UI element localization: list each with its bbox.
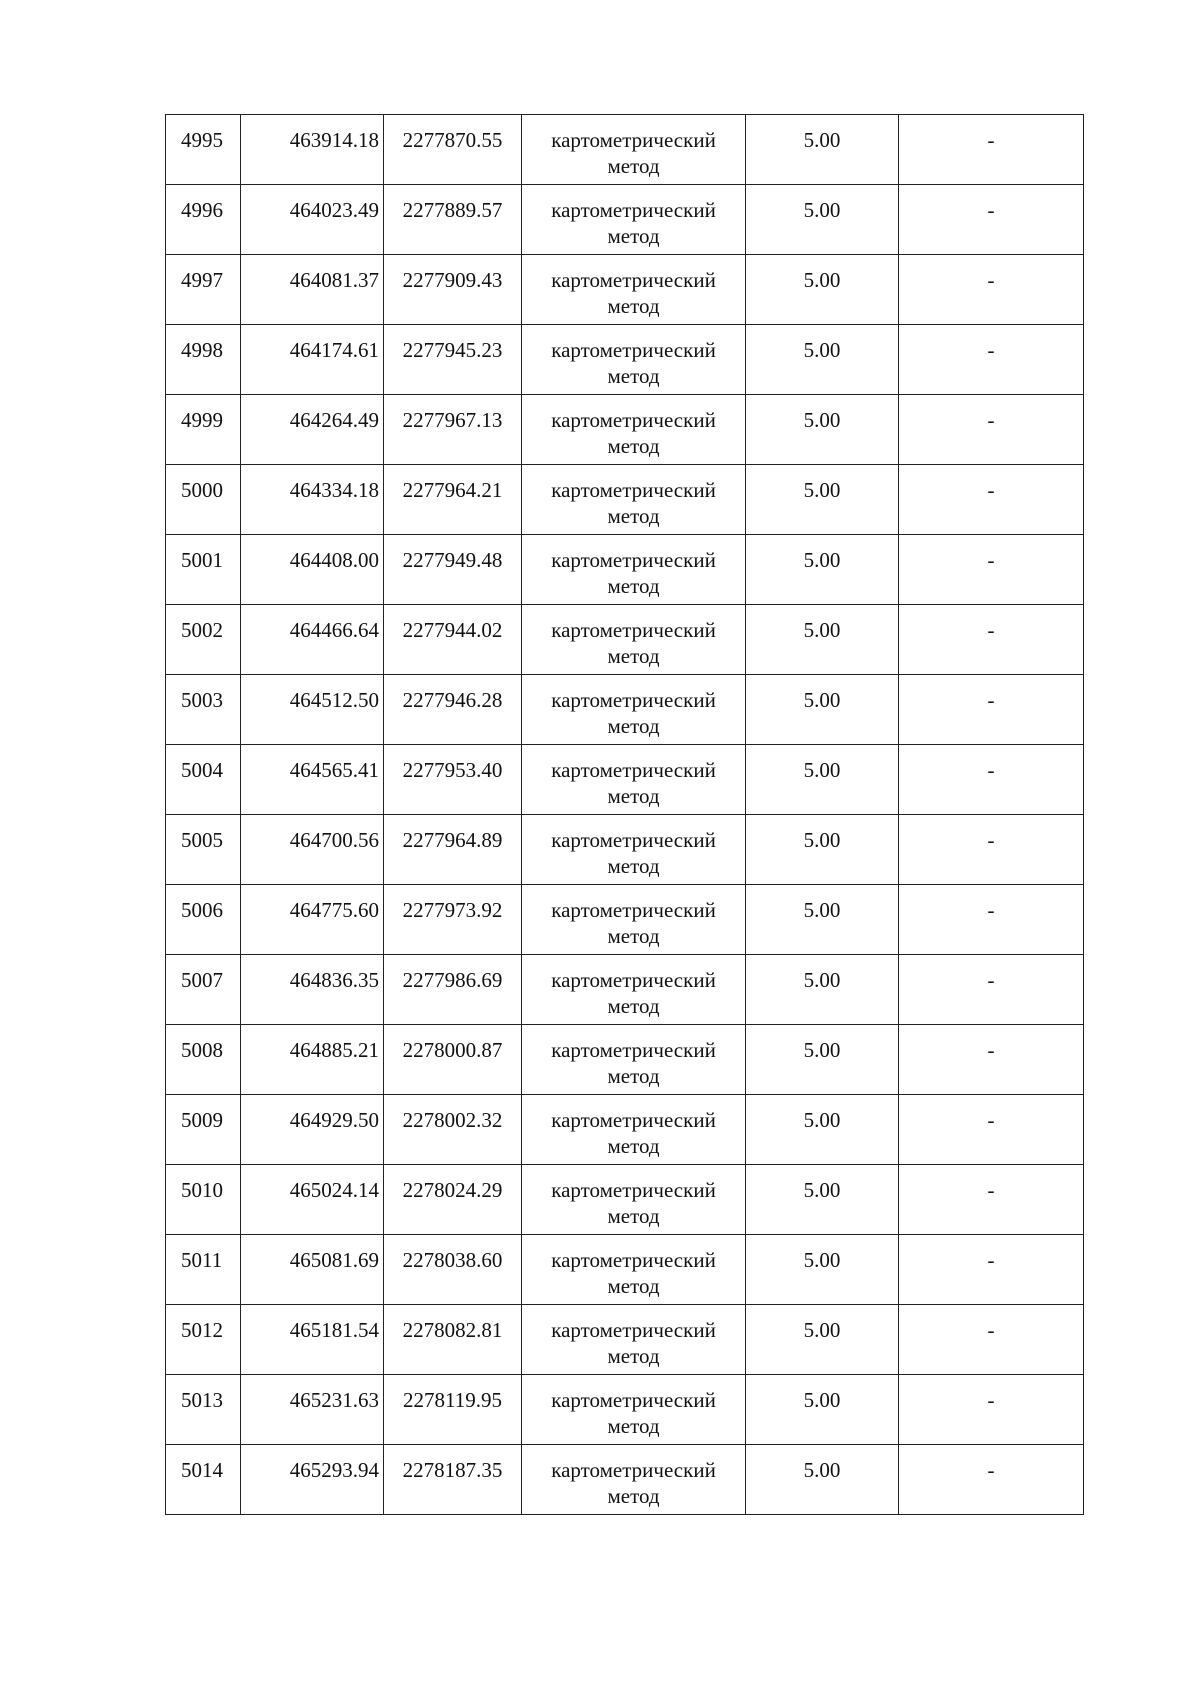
x-coordinate-cell: 464174.61: [241, 325, 384, 395]
method-cell: [522, 255, 746, 325]
accuracy-cell: 5.00: [746, 745, 899, 815]
y-coordinate-cell: 2277870.55: [384, 115, 522, 185]
method-line-2: метод: [607, 854, 660, 878]
y-coordinate-cell: 2277889.57: [384, 185, 522, 255]
note-cell: -: [899, 885, 1084, 955]
note-cell: -: [899, 1305, 1084, 1375]
point-number-cell: 4995: [166, 115, 241, 185]
point-number-cell: 5003: [166, 675, 241, 745]
method-line-1: картометрический: [551, 408, 716, 432]
note-cell: -: [899, 955, 1084, 1025]
y-coordinate-cell: 2277986.69: [384, 955, 522, 1025]
y-coordinate-cell: 2277973.92: [384, 885, 522, 955]
table-row: [166, 1305, 1084, 1375]
method-line-1: картометрический: [551, 338, 716, 362]
y-coordinate-cell: 2277967.13: [384, 395, 522, 465]
method-cell: [522, 1235, 746, 1305]
note-cell: -: [899, 185, 1084, 255]
note-cell: -: [899, 395, 1084, 465]
accuracy-cell: 5.00: [746, 1095, 899, 1165]
method-cell: [522, 955, 746, 1025]
accuracy-cell: 5.00: [746, 185, 899, 255]
method-cell: [522, 885, 746, 955]
accuracy-cell: 5.00: [746, 1165, 899, 1235]
method-line-2: метод: [607, 1134, 660, 1158]
table-row: [166, 815, 1084, 885]
method-line-1: картометрический: [551, 198, 716, 222]
note-cell: -: [899, 815, 1084, 885]
accuracy-cell: 5.00: [746, 675, 899, 745]
accuracy-cell: 5.00: [746, 1305, 899, 1375]
x-coordinate-cell: 464466.64: [241, 605, 384, 675]
note-cell: -: [899, 1025, 1084, 1095]
x-coordinate-cell: 464929.50: [241, 1095, 384, 1165]
method-line-2: метод: [607, 1274, 660, 1298]
note-cell: -: [899, 1375, 1084, 1445]
table-row: [166, 115, 1084, 185]
x-coordinate-cell: 465024.14: [241, 1165, 384, 1235]
point-number-cell: 5014: [166, 1445, 241, 1515]
y-coordinate-cell: 2277946.28: [384, 675, 522, 745]
point-number-cell: 4996: [166, 185, 241, 255]
method-cell: [522, 745, 746, 815]
method-line-1: картометрический: [551, 968, 716, 992]
y-coordinate-cell: 2278187.35: [384, 1445, 522, 1515]
point-number-cell: 5005: [166, 815, 241, 885]
method-line-1: картометрический: [551, 1038, 716, 1062]
x-coordinate-cell: 465081.69: [241, 1235, 384, 1305]
method-line-2: метод: [607, 434, 660, 458]
table-row: [166, 325, 1084, 395]
method-line-1: картометрический: [551, 128, 716, 152]
y-coordinate-cell: 2278119.95: [384, 1375, 522, 1445]
method-cell: [522, 325, 746, 395]
point-number-cell: 5007: [166, 955, 241, 1025]
y-coordinate-cell: 2278038.60: [384, 1235, 522, 1305]
table-row: [166, 255, 1084, 325]
point-number-cell: 5008: [166, 1025, 241, 1095]
method-line-1: картометрический: [551, 1318, 716, 1342]
x-coordinate-cell: 464081.37: [241, 255, 384, 325]
accuracy-cell: 5.00: [746, 885, 899, 955]
accuracy-cell: 5.00: [746, 1235, 899, 1305]
method-cell: [522, 535, 746, 605]
x-coordinate-cell: 464836.35: [241, 955, 384, 1025]
method-cell: [522, 1025, 746, 1095]
note-cell: -: [899, 1235, 1084, 1305]
table-row: [166, 1095, 1084, 1165]
point-number-cell: 5001: [166, 535, 241, 605]
method-line-2: метод: [607, 364, 660, 388]
table-row: [166, 185, 1084, 255]
method-line-2: метод: [607, 924, 660, 948]
y-coordinate-cell: 2277964.89: [384, 815, 522, 885]
point-number-cell: 4997: [166, 255, 241, 325]
method-line-1: картометрический: [551, 1458, 716, 1482]
point-number-cell: 5004: [166, 745, 241, 815]
accuracy-cell: 5.00: [746, 955, 899, 1025]
table-row: [166, 1375, 1084, 1445]
method-line-1: картометрический: [551, 618, 716, 642]
table-row: [166, 1165, 1084, 1235]
method-line-2: метод: [607, 1414, 660, 1438]
table-row: [166, 1025, 1084, 1095]
x-coordinate-cell: 465231.63: [241, 1375, 384, 1445]
method-line-2: метод: [607, 784, 660, 808]
note-cell: -: [899, 255, 1084, 325]
y-coordinate-cell: 2278002.32: [384, 1095, 522, 1165]
method-cell: [522, 185, 746, 255]
y-coordinate-cell: 2277944.02: [384, 605, 522, 675]
x-coordinate-cell: 464408.00: [241, 535, 384, 605]
method-cell: [522, 675, 746, 745]
table-row: [166, 465, 1084, 535]
accuracy-cell: 5.00: [746, 1445, 899, 1515]
table-row: [166, 745, 1084, 815]
accuracy-cell: 5.00: [746, 605, 899, 675]
method-line-1: картометрический: [551, 268, 716, 292]
accuracy-cell: 5.00: [746, 465, 899, 535]
point-number-cell: 5010: [166, 1165, 241, 1235]
note-cell: -: [899, 675, 1084, 745]
coordinates-table-body: [166, 115, 1084, 1515]
note-cell: -: [899, 1165, 1084, 1235]
table-row: [166, 955, 1084, 1025]
method-cell: [522, 1445, 746, 1515]
method-line-1: картометрический: [551, 1108, 716, 1132]
method-line-1: картометрический: [551, 1248, 716, 1272]
method-line-1: картометрический: [551, 828, 716, 852]
method-cell: [522, 605, 746, 675]
y-coordinate-cell: 2277949.48: [384, 535, 522, 605]
method-line-2: метод: [607, 714, 660, 738]
method-line-2: метод: [607, 1484, 660, 1508]
y-coordinate-cell: 2277945.23: [384, 325, 522, 395]
table-row: [166, 675, 1084, 745]
method-cell: [522, 1095, 746, 1165]
note-cell: -: [899, 465, 1084, 535]
table-row: [166, 395, 1084, 465]
point-number-cell: 5013: [166, 1375, 241, 1445]
x-coordinate-cell: 463914.18: [241, 115, 384, 185]
point-number-cell: 5011: [166, 1235, 241, 1305]
method-cell: [522, 1165, 746, 1235]
method-cell: [522, 1375, 746, 1445]
y-coordinate-cell: 2277909.43: [384, 255, 522, 325]
method-line-1: картометрический: [551, 1178, 716, 1202]
table-row: [166, 1235, 1084, 1305]
y-coordinate-cell: 2278024.29: [384, 1165, 522, 1235]
y-coordinate-cell: 2278000.87: [384, 1025, 522, 1095]
method-cell: [522, 1305, 746, 1375]
note-cell: -: [899, 535, 1084, 605]
point-number-cell: 5000: [166, 465, 241, 535]
point-number-cell: 5009: [166, 1095, 241, 1165]
method-line-2: метод: [607, 1344, 660, 1368]
accuracy-cell: 5.00: [746, 535, 899, 605]
method-line-2: метод: [607, 574, 660, 598]
coordinates-table: [165, 114, 1084, 1515]
method-cell: [522, 815, 746, 885]
y-coordinate-cell: 2278082.81: [384, 1305, 522, 1375]
method-cell: [522, 115, 746, 185]
method-line-2: метод: [607, 504, 660, 528]
method-line-2: метод: [607, 294, 660, 318]
x-coordinate-cell: 464334.18: [241, 465, 384, 535]
x-coordinate-cell: 464023.49: [241, 185, 384, 255]
x-coordinate-cell: 465293.94: [241, 1445, 384, 1515]
table-row: [166, 1445, 1084, 1515]
method-cell: [522, 465, 746, 535]
note-cell: -: [899, 1445, 1084, 1515]
method-line-1: картометрический: [551, 688, 716, 712]
method-line-2: метод: [607, 1204, 660, 1228]
note-cell: -: [899, 325, 1084, 395]
accuracy-cell: 5.00: [746, 115, 899, 185]
point-number-cell: 5006: [166, 885, 241, 955]
point-number-cell: 5002: [166, 605, 241, 675]
method-line-1: картометрический: [551, 1388, 716, 1412]
x-coordinate-cell: 464512.50: [241, 675, 384, 745]
note-cell: -: [899, 1095, 1084, 1165]
method-line-2: метод: [607, 1064, 660, 1088]
accuracy-cell: 5.00: [746, 255, 899, 325]
note-cell: -: [899, 605, 1084, 675]
accuracy-cell: 5.00: [746, 1025, 899, 1095]
y-coordinate-cell: 2277964.21: [384, 465, 522, 535]
note-cell: -: [899, 745, 1084, 815]
x-coordinate-cell: 464775.60: [241, 885, 384, 955]
method-line-1: картометрический: [551, 548, 716, 572]
x-coordinate-cell: 464264.49: [241, 395, 384, 465]
method-line-1: картометрический: [551, 898, 716, 922]
table-row: [166, 605, 1084, 675]
point-number-cell: 4999: [166, 395, 241, 465]
point-number-cell: 4998: [166, 325, 241, 395]
method-line-2: метод: [607, 224, 660, 248]
accuracy-cell: 5.00: [746, 325, 899, 395]
x-coordinate-cell: 465181.54: [241, 1305, 384, 1375]
accuracy-cell: 5.00: [746, 815, 899, 885]
method-line-2: метод: [607, 154, 660, 178]
x-coordinate-cell: 464885.21: [241, 1025, 384, 1095]
y-coordinate-cell: 2277953.40: [384, 745, 522, 815]
table-row: [166, 535, 1084, 605]
accuracy-cell: 5.00: [746, 395, 899, 465]
table-row: [166, 885, 1084, 955]
x-coordinate-cell: 464565.41: [241, 745, 384, 815]
method-line-1: картометрический: [551, 758, 716, 782]
method-line-1: картометрический: [551, 478, 716, 502]
method-line-2: метод: [607, 644, 660, 668]
accuracy-cell: 5.00: [746, 1375, 899, 1445]
point-number-cell: 5012: [166, 1305, 241, 1375]
method-line-2: метод: [607, 994, 660, 1018]
note-cell: -: [899, 115, 1084, 185]
x-coordinate-cell: 464700.56: [241, 815, 384, 885]
method-cell: [522, 395, 746, 465]
